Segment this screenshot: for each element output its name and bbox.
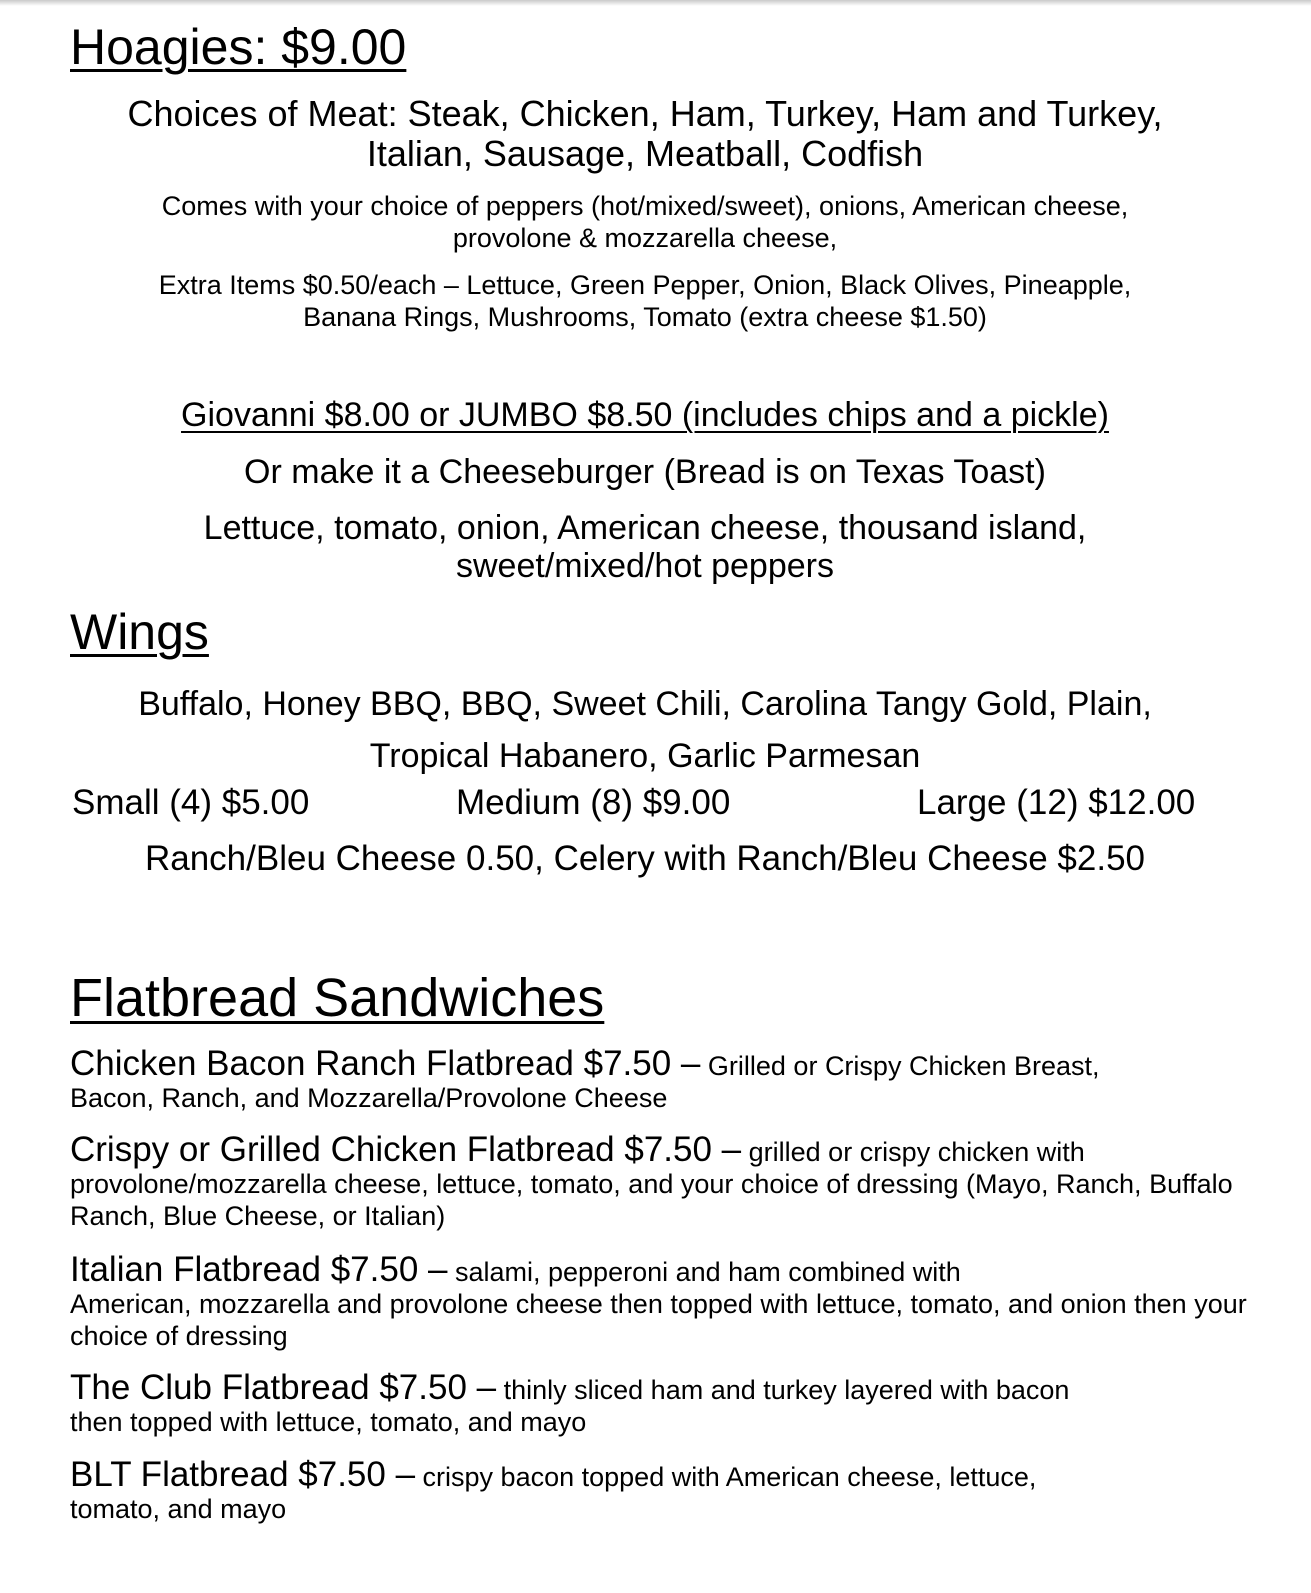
flatbread-item bbox=[70, 1250, 1260, 1352]
wings-heading: Wings bbox=[70, 604, 209, 660]
flatbread-item bbox=[70, 1368, 1260, 1438]
hoagies-meat-line-1: Choices of Meat: Steak, Chicken, Ham, Turkey, Ham and Turkey, bbox=[127, 93, 1163, 134]
flatbread-item-desc-cont: then topped with lettuce, tomato, and mayo bbox=[70, 1407, 587, 1437]
flatbread-item-desc: Grilled or Crispy Chicken Breast, bbox=[700, 1051, 1100, 1081]
flatbread-item bbox=[70, 1130, 1260, 1232]
giovanni-title bbox=[40, 396, 1250, 434]
wings-size-large: Large (12) $12.00 bbox=[917, 783, 1196, 822]
flatbread-item-name: Crispy or Grilled Chicken Flatbread $7.50 – bbox=[70, 1130, 742, 1169]
hoagies-comes-line-1: Comes with your choice of peppers (hot/mixed/sweet), onions, American cheese, bbox=[161, 191, 1129, 221]
flatbread-item-name: Chicken Bacon Ranch Flatbread $7.50 – bbox=[70, 1044, 701, 1083]
giovanni-title-text: Giovanni $8.00 or JUMBO $8.50 (includes chips and a pickle) bbox=[181, 396, 1109, 434]
hoagies-extra-items bbox=[40, 269, 1250, 333]
page-top-edge bbox=[0, 0, 1311, 6]
hoagies-comes-line-2: provolone & mozzarella cheese, bbox=[452, 223, 838, 253]
wings-size-small: Small (4) $5.00 bbox=[72, 783, 310, 822]
wings-flavors-line-1: Buffalo, Honey BBQ, BBQ, Sweet Chili, Carolina Tangy Gold, Plain, bbox=[138, 685, 1152, 723]
hoagies-meat-line-2: Italian, Sausage, Meatball, Codfish bbox=[366, 133, 924, 174]
hoagies-extra-line-1: Extra Items $0.50/each – Lettuce, Green Pepper, Onion, Black Olives, Pineapple, bbox=[158, 270, 1132, 300]
wings-size-medium: Medium (8) $9.00 bbox=[456, 783, 731, 822]
flatbread-item bbox=[70, 1044, 1260, 1114]
flatbread-item bbox=[70, 1455, 1260, 1525]
hoagies-extra-line-2: Banana Rings, Mushrooms, Tomato (extra cheese $1.50) bbox=[303, 302, 987, 332]
flatbread-item-desc: crispy bacon topped with American cheese, lettuce, bbox=[415, 1462, 1037, 1492]
hoagies-meat-choices bbox=[40, 94, 1250, 174]
flatbread-heading: Flatbread Sandwiches bbox=[70, 968, 605, 1028]
hoagies-comes-with bbox=[40, 190, 1250, 254]
flatbread-item-desc-cont: tomato, and mayo bbox=[70, 1494, 287, 1524]
flatbread-item-desc-cont: provolone/mozzarella cheese, lettuce, tomato, and your choice of dressing (Mayo, Ranch, Buffalo Ranch, Blue Cheese, or Italian) bbox=[70, 1169, 1233, 1231]
wings-flavors-line-2: Tropical Habanero, Garlic Parmesan bbox=[369, 737, 921, 775]
wings-dips: Ranch/Bleu Cheese 0.50, Celery with Ranch/Bleu Cheese $2.50 bbox=[144, 839, 1146, 878]
flatbread-item-desc-cont: Bacon, Ranch, and Mozzarella/Provolone Cheese bbox=[70, 1083, 668, 1113]
giovanni-toppings-line-2: sweet/mixed/hot peppers bbox=[456, 547, 834, 585]
wings-flavors bbox=[40, 678, 1250, 782]
flatbread-item-desc: thinly sliced ham and turkey layered with bacon bbox=[496, 1375, 1070, 1405]
flatbread-item-desc-cont: American, mozzarella and provolone cheese then topped with lettuce, tomato, and onion then your choice of dressing bbox=[70, 1289, 1247, 1351]
flatbread-item-name: BLT Flatbread $7.50 – bbox=[70, 1455, 416, 1494]
giovanni-cheeseburger: Or make it a Cheeseburger (Bread is on Texas Toast) bbox=[244, 453, 1046, 491]
flatbread-item-desc: grilled or crispy chicken with bbox=[741, 1137, 1085, 1167]
flatbread-item-desc: salami, pepperoni and ham combined with bbox=[447, 1257, 961, 1287]
flatbread-item-name: Italian Flatbread $7.50 – bbox=[70, 1250, 448, 1289]
hoagies-heading: Hoagies: $9.00 bbox=[70, 19, 407, 75]
giovanni-toppings-line-1: Lettuce, tomato, onion, American cheese, thousand island, bbox=[203, 509, 1087, 547]
giovanni-toppings bbox=[40, 509, 1250, 585]
flatbread-item-name: The Club Flatbread $7.50 – bbox=[70, 1368, 497, 1407]
